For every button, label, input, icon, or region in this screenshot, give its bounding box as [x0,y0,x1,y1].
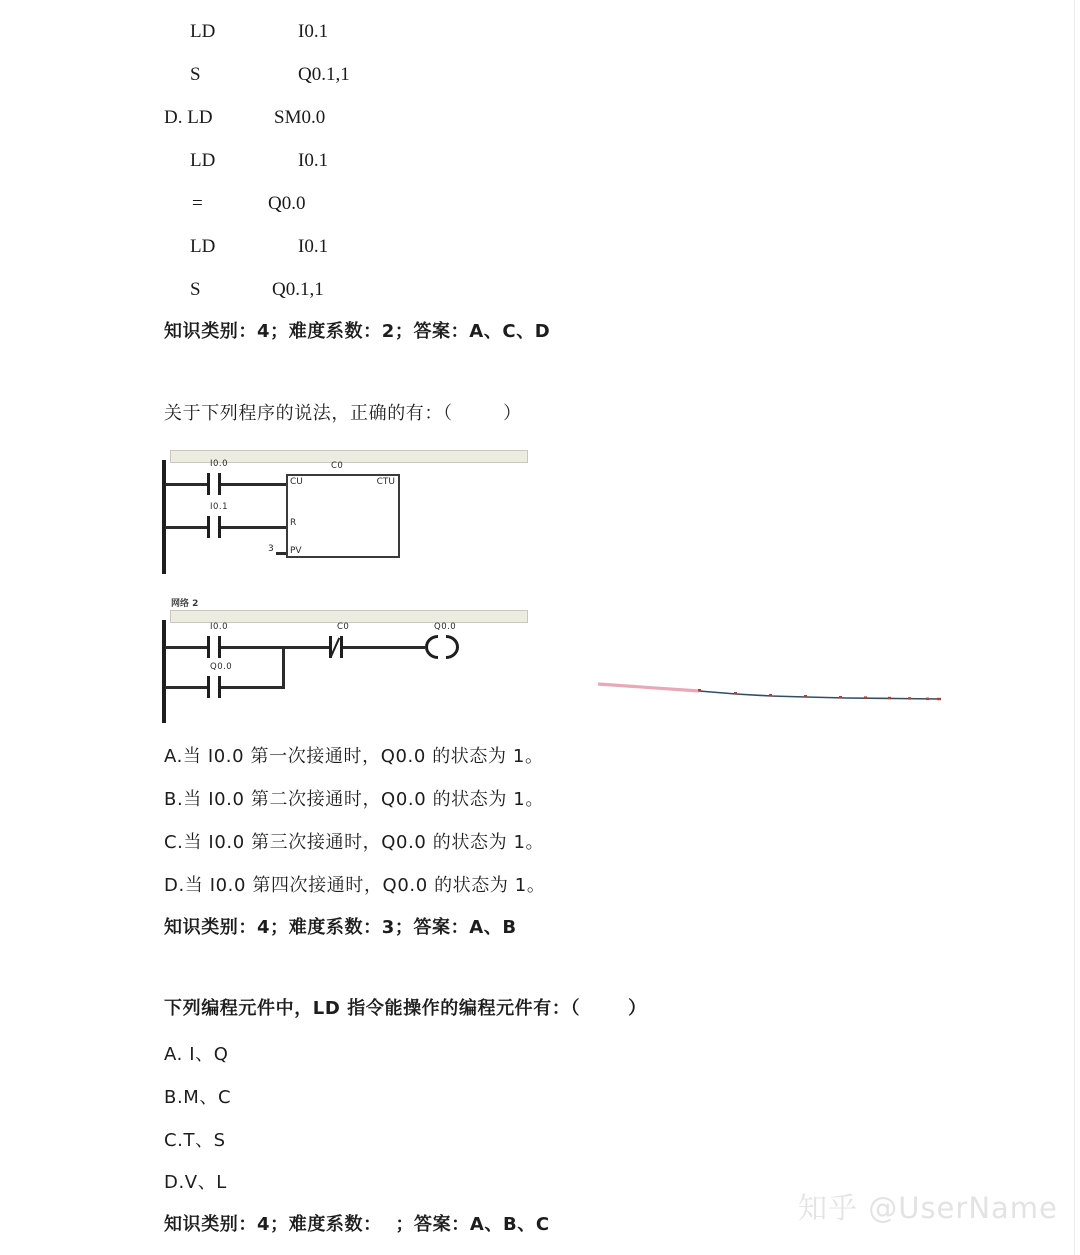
rung-wire [221,646,285,649]
contact-label: Q0.0 [210,662,233,672]
contact-c0-network2 [329,636,343,658]
ladder-diagram [162,448,530,723]
instruction-operand: Q0.1,1 [272,279,324,300]
contact-q00-network2 [207,676,221,698]
contact-label: I0.1 [210,502,229,512]
option-c: C.T、S [164,1130,226,1151]
option-d: D.当 I0.0 第四次接通时，Q0.0 的状态为 1。 [164,875,546,896]
counter-type-label: CTU [376,477,395,487]
power-rail-left [162,460,166,574]
counter-pin-pv: PV [290,546,302,556]
scan-artifact-line [596,676,944,702]
counter-name-label: C0 [331,461,344,471]
instruction-operand: Q0.0 [268,193,306,214]
instruction-operand: I0.1 [298,236,329,257]
answer-meta-line: 知识类别：4；难度系数：2；答案：A、C、D [164,321,551,342]
network-2-label: 网络 2 [171,599,199,609]
instruction-opcode: D. LD [164,107,213,128]
instruction-operand: Q0.1,1 [298,64,350,85]
option-c: C.当 I0.0 第三次接通时，Q0.0 的状态为 1。 [164,832,545,853]
answer-meta-line: 知识类别：4；难度系数：3；答案：A、B [164,917,517,938]
contact-label: C0 [337,622,350,632]
contact-i00-network1 [207,473,221,495]
contact-i00-network2 [207,636,221,658]
question-text: 关于下列程序的说法，正确的有：（ ） [164,403,522,424]
instruction-operand: SM0.0 [274,107,326,128]
coil-label: Q0.0 [434,622,457,632]
contact-label: I0.0 [210,622,229,632]
counter-pin-r: R [290,518,297,528]
counter-pin-cu: CU [290,477,303,487]
contact-label: I0.0 [210,459,229,469]
option-a: A. I、Q [164,1044,229,1065]
option-a: A.当 I0.0 第一次接通时，Q0.0 的状态为 1。 [164,746,544,767]
instruction-opcode: S [190,64,201,85]
artifact-pink-segment [598,684,699,691]
instruction-operand: I0.1 [298,21,329,42]
answer-meta-line: 知识类别：4；难度系数： ；答案：A、B、C [164,1214,550,1235]
rung-wire [221,526,287,529]
instruction-opcode: LD [190,21,216,42]
rung-wire [165,646,207,649]
rung-wire [165,686,207,689]
option-d: D.V、L [164,1172,227,1193]
counter-block-ctu [286,474,400,558]
rung-wire [165,526,207,529]
instruction-opcode: S [190,279,201,300]
rung-wire [221,686,285,689]
contact-i01-network1 [207,516,221,538]
instruction-opcode: LD [190,150,216,171]
instruction-opcode: LD [190,236,216,257]
page-right-edge [1074,0,1075,1255]
instruction-operand: I0.1 [298,150,329,171]
instruction-opcode: = [192,193,203,214]
rung-wire [165,483,207,486]
counter-pv-value: 3 [268,544,275,554]
question-text: 下列编程元件中，LD 指令能操作的编程元件有：（ ） [164,998,647,1019]
rung-wire [221,483,287,486]
power-rail-left [162,620,166,723]
zhihu-watermark: 知乎 @UserName [798,1191,1058,1225]
branch-wire [282,646,285,689]
option-b: B.当 I0.0 第二次接通时，Q0.0 的状态为 1。 [164,789,544,810]
coil-q00 [425,635,459,659]
option-b: B.M、C [164,1087,232,1108]
rung-wire [285,646,329,649]
rung-wire [343,646,425,649]
